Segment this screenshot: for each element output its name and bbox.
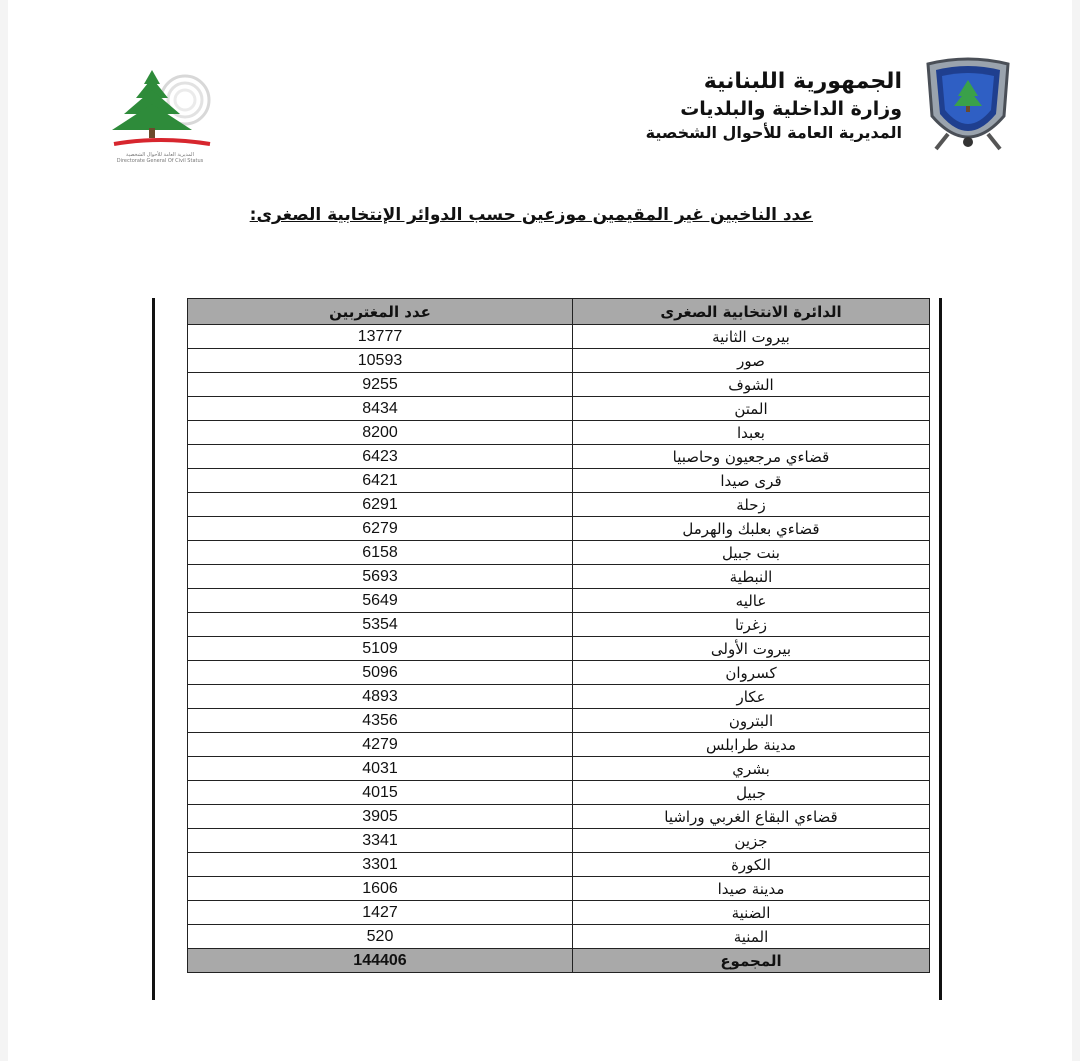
table-row [188, 685, 930, 709]
count-cell: 4031 [188, 757, 573, 781]
table-row [188, 469, 930, 493]
table-row [188, 709, 930, 733]
shield-emblem-icon [918, 54, 1018, 166]
count-cell: 6291 [188, 493, 573, 517]
table-row [188, 325, 930, 349]
district-cell: البترون [573, 709, 930, 733]
table-row [188, 757, 930, 781]
header-district: الدائرة الانتخابية الصغرى [573, 299, 930, 325]
count-cell: 4356 [188, 709, 573, 733]
district-cell: بيروت الثانية [573, 325, 930, 349]
count-cell: 1427 [188, 901, 573, 925]
count-cell: 5096 [188, 661, 573, 685]
district-cell: بيروت الأولى [573, 637, 930, 661]
count-cell: 4279 [188, 733, 573, 757]
district-cell: كسروان [573, 661, 930, 685]
count-cell: 5649 [188, 589, 573, 613]
count-cell: 5693 [188, 565, 573, 589]
table-row [188, 349, 930, 373]
count-cell: 6421 [188, 469, 573, 493]
table-row [188, 781, 930, 805]
count-cell: 1606 [188, 877, 573, 901]
ministry-header [482, 68, 902, 144]
table-row [188, 613, 930, 637]
district-cell: النبطية [573, 565, 930, 589]
table-row [188, 925, 930, 949]
table-row [188, 397, 930, 421]
district-cell: جبيل [573, 781, 930, 805]
district-cell: قضاءي مرجعيون وحاصبيا [573, 445, 930, 469]
count-cell: 8434 [188, 397, 573, 421]
total-count-cell: 144406 [188, 949, 573, 973]
table-row [188, 421, 930, 445]
table-total-row [188, 949, 930, 973]
district-cell: الضنية [573, 901, 930, 925]
cedar-caption-en: Directorate General Of Civil Status [116, 158, 204, 164]
table-header-row [188, 299, 930, 325]
district-cell: الشوف [573, 373, 930, 397]
count-cell: 520 [188, 925, 573, 949]
emigrant-voters-table [187, 298, 930, 973]
table-row [188, 853, 930, 877]
table-row [188, 445, 930, 469]
header-line-republic: الجمهورية اللبنانية [703, 69, 902, 94]
district-cell: عاليه [573, 589, 930, 613]
district-cell: جزين [573, 829, 930, 853]
table-row [188, 877, 930, 901]
table-row [188, 805, 930, 829]
district-cell: زحلة [573, 493, 930, 517]
total-label-cell: المجموع [573, 949, 930, 973]
cedar-logo-caption [100, 152, 220, 164]
table-row [188, 901, 930, 925]
count-cell: 5109 [188, 637, 573, 661]
table-row [188, 541, 930, 565]
district-cell: مدينة صيدا [573, 877, 930, 901]
count-cell: 3301 [188, 853, 573, 877]
header-count: عدد المغتربين [188, 299, 573, 325]
count-cell: 6279 [188, 517, 573, 541]
header-line-ministry: وزارة الداخلية والبلديات [680, 98, 902, 120]
table-row [188, 637, 930, 661]
district-cell: قضاءي البقاع الغربي وراشيا [573, 805, 930, 829]
document-page [8, 0, 1072, 1061]
cedar-caption-ar: المديرية العامة للأحوال الشخصية [126, 152, 194, 158]
district-cell: بشري [573, 757, 930, 781]
count-cell: 4015 [188, 781, 573, 805]
count-cell: 4893 [188, 685, 573, 709]
count-cell: 9255 [188, 373, 573, 397]
count-cell: 13777 [188, 325, 573, 349]
count-cell: 3341 [188, 829, 573, 853]
district-cell: قضاءي بعلبك والهرمل [573, 517, 930, 541]
count-cell: 5354 [188, 613, 573, 637]
header-line-directorate: المديرية العامة للأحوال الشخصية [645, 123, 902, 142]
table-row [188, 493, 930, 517]
table-row [188, 661, 930, 685]
table-row [188, 517, 930, 541]
table-row [188, 565, 930, 589]
document-title: عدد الناخبين غير المقيمين موزعين حسب الدوائر الإنتخابية الصغرى: [249, 205, 813, 225]
left-border-line [152, 298, 155, 1000]
table-row [188, 589, 930, 613]
district-cell: الكورة [573, 853, 930, 877]
count-cell: 6158 [188, 541, 573, 565]
district-cell: صور [573, 349, 930, 373]
district-cell: قرى صيدا [573, 469, 930, 493]
count-cell: 3905 [188, 805, 573, 829]
count-cell: 6423 [188, 445, 573, 469]
district-cell: المتن [573, 397, 930, 421]
district-cell: بعبدا [573, 421, 930, 445]
right-border-line [939, 298, 942, 1000]
count-cell: 8200 [188, 421, 573, 445]
district-cell: بنت جبيل [573, 541, 930, 565]
district-cell: مدينة طرابلس [573, 733, 930, 757]
table-row [188, 373, 930, 397]
district-cell: عكار [573, 685, 930, 709]
table-row [188, 829, 930, 853]
district-cell: المنية [573, 925, 930, 949]
district-cell: زغرتا [573, 613, 930, 637]
count-cell: 10593 [188, 349, 573, 373]
table-row [188, 733, 930, 757]
